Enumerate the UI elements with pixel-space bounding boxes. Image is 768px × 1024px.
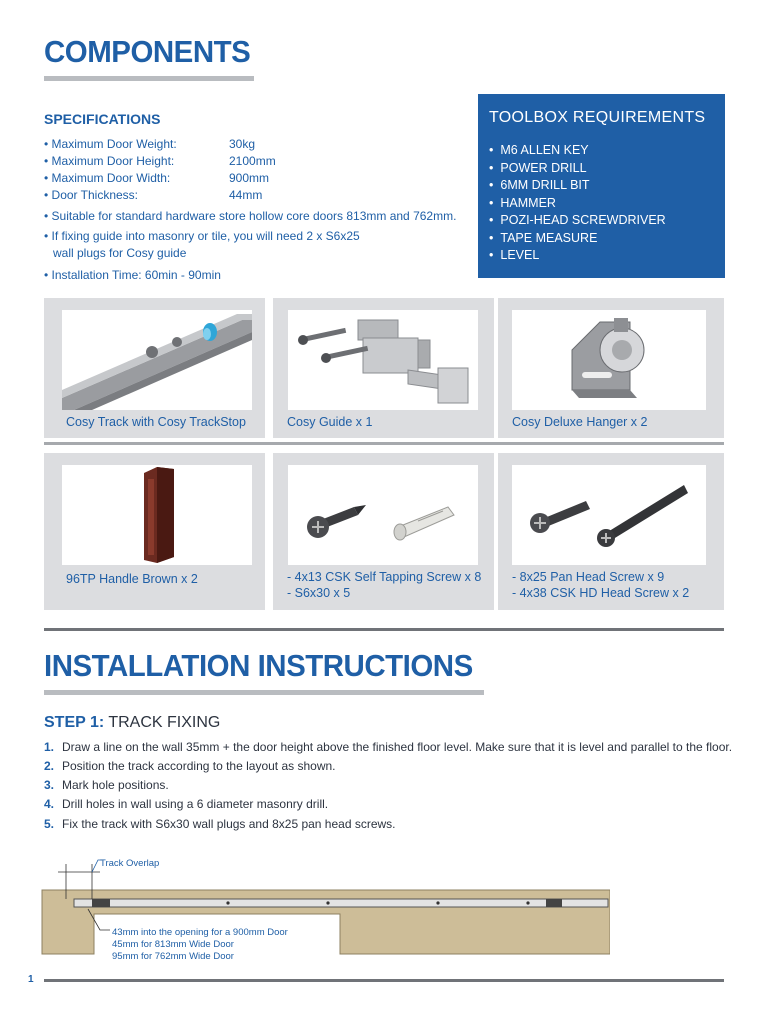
step-number: STEP 1: — [44, 714, 105, 731]
screw-plug-image — [288, 465, 478, 565]
handle-image — [62, 465, 252, 565]
diagram-note: 43mm into the opening for a 900mm Door — [112, 927, 288, 938]
step-item-number: 2. — [44, 759, 55, 773]
handle-illustration — [62, 465, 252, 565]
guide-illustration — [288, 310, 478, 410]
page-title-installation: INSTALLATION INSTRUCTIONS — [44, 648, 473, 683]
hanger-illustration — [512, 310, 706, 410]
track-illustration — [62, 310, 252, 410]
step-item — [44, 797, 328, 811]
component-caption: - 4x13 CSK Self Tapping Screw x 8 — [287, 570, 482, 584]
spec-label: • Maximum Door Width: — [44, 171, 171, 185]
title-underline — [44, 690, 484, 695]
spec-label: • Maximum Door Weight: — [44, 137, 177, 151]
spec-note-masonry: • If fixing guide into masonry or tile, you will need 2 x S6x25 — [44, 229, 360, 243]
page-number: 1 — [28, 974, 34, 985]
component-caption: 96TP Handle Brown x 2 — [66, 572, 198, 586]
step-item-number: 1. — [44, 740, 55, 754]
step-item — [44, 759, 336, 773]
component-card-screws-plugs — [273, 453, 494, 610]
component-card-hanger — [498, 298, 724, 438]
track-diagram-svg — [38, 854, 610, 966]
specifications-heading: SPECIFICATIONS — [44, 111, 161, 127]
step-item-text: Position the track according to the layout as shown. — [62, 759, 336, 773]
step-item-text: Mark hole positions. — [62, 778, 169, 792]
toolbox-item: • LEVEL — [489, 248, 666, 266]
step-item — [44, 817, 396, 831]
component-caption: Cosy Deluxe Hanger x 2 — [512, 415, 648, 429]
step-item — [44, 778, 169, 792]
diagram-note: 95mm for 762mm Wide Door — [112, 951, 234, 962]
step-item-number: 4. — [44, 797, 55, 811]
toolbox-item: • M6 ALLEN KEY — [489, 143, 666, 161]
component-caption: Cosy Track with Cosy TrackStop — [66, 415, 246, 429]
grid-divider — [44, 442, 724, 445]
spec-note-masonry-cont: wall plugs for Cosy guide — [53, 246, 187, 260]
component-caption: Cosy Guide x 1 — [287, 415, 373, 429]
step-item-number: 5. — [44, 817, 55, 831]
spec-note-suitable: • Suitable for standard hardware store hollow core doors 813mm and 762mm. — [44, 209, 457, 223]
component-card-handle — [44, 453, 265, 610]
spec-value: 900mm — [229, 171, 270, 185]
step-title: TRACK FIXING — [108, 714, 221, 731]
title-underline — [44, 76, 254, 81]
spec-value: 2100mm — [229, 154, 276, 168]
hanger-image — [512, 310, 706, 410]
toolbox-list — [489, 143, 666, 266]
component-caption-second: - 4x38 CSK HD Head Screw x 2 — [512, 586, 690, 600]
spec-note-install-time: • Installation Time: 60min - 90min — [44, 268, 221, 282]
component-card-screws — [498, 453, 724, 610]
screws-illustration — [512, 465, 706, 565]
page-title-components: COMPONENTS — [44, 34, 251, 69]
component-caption-second: - S6x30 x 5 — [287, 586, 351, 600]
diagram-note: 45mm for 813mm Wide Door — [112, 939, 234, 950]
component-card-track — [44, 298, 265, 438]
component-card-guide — [273, 298, 494, 438]
track-stop-left — [92, 899, 110, 907]
toolbox-item: • TAPE MEASURE — [489, 231, 666, 249]
toolbox-requirements-box — [478, 94, 725, 278]
guide-image — [288, 310, 478, 410]
spec-label: • Maximum Door Height: — [44, 154, 175, 168]
step-item-text: Drill holes in wall using a 6 diameter masonry drill. — [62, 797, 329, 811]
toolbox-title: TOOLBOX REQUIREMENTS — [489, 109, 706, 126]
screw-plug-illustration — [288, 465, 478, 565]
step-1-heading — [44, 714, 220, 732]
track-layout-diagram — [38, 854, 610, 966]
component-caption: - 8x25 Pan Head Screw x 9 — [512, 570, 665, 584]
spec-value: 30kg — [229, 137, 256, 151]
spec-label: • Door Thickness: — [44, 188, 139, 202]
spec-value: 44mm — [229, 188, 263, 202]
footer-rule — [44, 979, 724, 982]
track-stop-right — [546, 899, 562, 907]
step-item-text: Draw a line on the wall 35mm + the door height above the finished floor level. Make sure that it is level and parallel to the floor. — [62, 740, 733, 754]
step-item-number: 3. — [44, 778, 55, 792]
step-item-text: Fix the track with S6x30 wall plugs and 8x25 pan head screws. — [62, 817, 396, 831]
toolbox-item: • 6MM DRILL BIT — [489, 178, 666, 196]
step-item — [44, 740, 732, 754]
toolbox-item: • HAMMER — [489, 196, 666, 214]
section-divider — [44, 628, 724, 631]
screws-image — [512, 465, 706, 565]
toolbox-item: • POZI-HEAD SCREWDRIVER — [489, 213, 666, 231]
toolbox-item: • POWER DRILL — [489, 161, 666, 179]
track-image — [62, 310, 252, 410]
overlap-label: Track Overlap — [100, 858, 160, 869]
